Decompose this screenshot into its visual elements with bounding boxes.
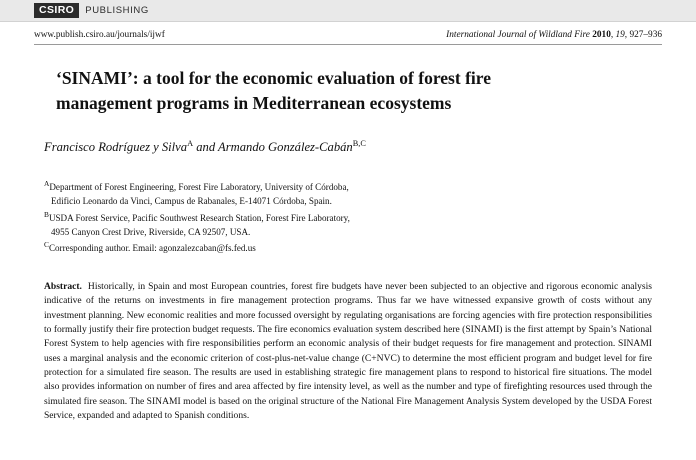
affiliation-marker: C <box>44 240 49 250</box>
corresponding-author-text[interactable]: Corresponding author. Email: agonzalezcaban@fs.fed.us <box>48 243 256 254</box>
affiliation-marker: A <box>44 179 50 188</box>
affiliation-marker: B <box>44 209 49 219</box>
abstract <box>44 280 652 423</box>
title-line-1: ‘SINAMI’: a tool for the economic evaluation of forest fire <box>56 68 491 88</box>
affiliation-item <box>44 178 644 195</box>
journal-name: International Journal of Wildland Fire <box>446 30 590 40</box>
publisher-name: PUBLISHING <box>85 5 149 16</box>
affiliation-item <box>44 226 644 240</box>
journal-url[interactable]: www.publish.csiro.au/journals/ijwf <box>34 30 165 40</box>
affiliation-text: Department of Forest Engineering, Forest Fire Laboratory, University of Córdoba, <box>49 182 349 193</box>
author-conjunction: and <box>196 140 216 155</box>
affiliation-text: 4955 Canyon Crest Drive, Riverside, CA 92507, USA. <box>51 226 251 237</box>
journal-citation: International Journal of Wildland Fire 2010, 19, 927–936 <box>446 30 662 40</box>
affiliation-item <box>44 209 644 226</box>
journal-volume: 19 <box>615 30 625 40</box>
author-first-affil-marker: A <box>187 139 194 148</box>
abstract-text: Historically, in Spain and most European countries, forest fire budgets have never been subjected to an objective and rigorous economic analysis indicative of the returns on investments in fire management protection programs. Thus far we have witnessed expansive growth of costs without any investment planning. New economic realities and more focussed oversight by regulating organisations are forcing agencies with fire protection responsibilities to formally justify their fire protection budget requests. The fire economics evaluation system described here (SINAMI) is the first attempt by Spain’s National Forest System to help agencies with fire responsibilities perform an economic analysis of their budget requests for fire management and protection. SINAMI uses a marginal analysis and the economic criterion of cost-plus-net-value change (C+NVC) to determine the most efficient program and budget level for fire protection for a simulated fire season. The results are used in establishing strategic fire management plans to respond to historical fire situations. The model also provides information on number of fires and area affected by fire intensity level, as well as the number and type of firefighting resources used through the simulated fire season. The SINAMI model is based on the original structure of the National Fire Management Analysis System developed by the USDA Forest Service, expanded and adapted to Spanish conditions. <box>44 281 652 421</box>
title-line-2: management programs in Mediterranean ecosystems <box>56 92 452 113</box>
header-divider <box>34 44 662 45</box>
affiliation-list <box>44 178 644 256</box>
publisher-banner <box>0 0 696 22</box>
page-title <box>56 66 644 116</box>
affiliation-text: USDA Forest Service, Pacific Southwest Research Station, Forest Fire Laboratory, <box>48 212 350 223</box>
affiliation-text: Edificio Leonardo da Vinci, Campus de Rabanales, E-14071 Córdoba, Spain. <box>51 195 332 206</box>
abstract-label: Abstract. <box>44 281 82 292</box>
journal-pages: 927–936 <box>629 30 662 40</box>
author-second-affil-marker: B,C <box>352 139 366 148</box>
running-head <box>34 30 662 40</box>
corresponding-author <box>44 239 644 256</box>
affiliation-item <box>44 195 644 209</box>
author-second-name: Armando González-Cabán <box>218 140 353 155</box>
author-list <box>44 138 644 157</box>
author-first-name: Francisco Rodríguez y Silva <box>44 140 188 155</box>
csiro-logo: CSIRO <box>34 3 79 18</box>
journal-year: 2010 <box>592 30 611 40</box>
